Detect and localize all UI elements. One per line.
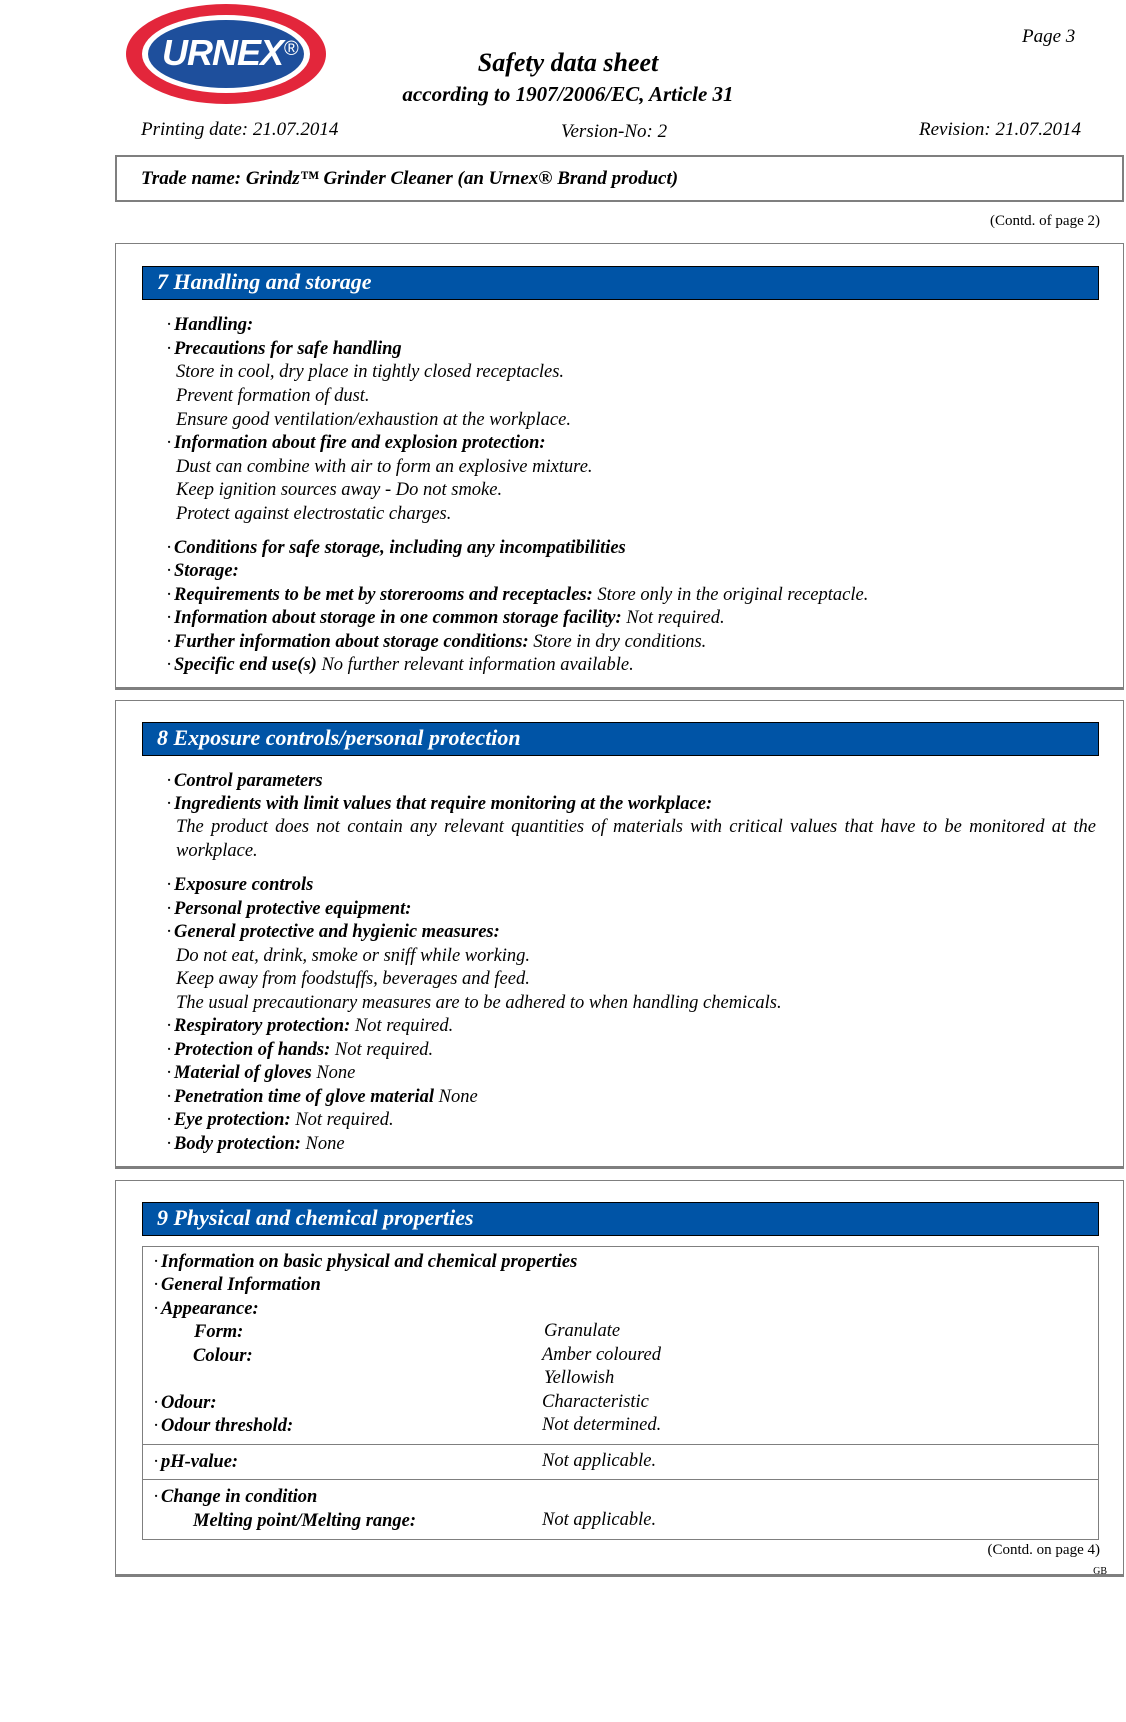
text-line: Ensure good ventilation/exhaustion at the workplace. [176,410,571,430]
section-title: 8 Exposure controls/personal protection [157,725,521,750]
field-general-information: ·General Information [153,1275,321,1295]
text-line: Prevent formation of dust. [176,386,370,406]
field-specific-end-use: ·Specific end use(s) No further relevant information available. [166,655,634,675]
field-ph-value-label: ·pH-value: [153,1452,239,1472]
text-line: Keep ignition sources away - Do not smoke. [176,480,503,500]
section-handling-and-storage [115,243,1124,690]
section-header [142,722,1099,756]
field-general-hygienic-measures: ·General protective and hygienic measures: [166,922,500,942]
field-material-of-gloves: ·Material of gloves None [166,1063,356,1083]
document-title: Safety data sheet [477,48,659,77]
table-divider [142,1444,1099,1445]
document-subtitle: according to 1907/2006/EC, Article 31 [402,82,734,106]
field-ingredients-limit-values: ·Ingredients with limit values that require monitoring at the workplace: [166,794,713,814]
section-physical-chemical-properties [115,1180,1124,1577]
field-basic-properties: ·Information on basic physical and chemical properties [153,1252,578,1272]
field-precautions-safe-handling: ·Precautions for safe handling [166,339,402,359]
text-line: The usual precautionary measures are to be adhered to when handling chemicals. [176,993,782,1013]
logo-text: URNEX [162,32,284,73]
continued-on-note: (Contd. on page 4) [987,1542,1100,1558]
country-code: GB [1093,1566,1107,1577]
field-melting-point-value: Not applicable. [542,1510,657,1530]
page-number: Page 3 [1022,26,1076,47]
field-handling: ·Handling: [166,315,254,335]
field-control-parameters: ·Control parameters [166,771,323,791]
field-exposure-controls: ·Exposure controls [166,875,314,895]
field-odour-value: Characteristic [542,1392,649,1412]
trade-name: Trade name: Grindz™ Grinder Cleaner (an Urnex® Brand product) [141,168,679,189]
continued-from-note: (Contd. of page 2) [990,213,1100,229]
trade-name-box [115,155,1124,202]
field-odour-threshold-value: Not determined. [542,1415,662,1435]
field-personal-protective-equipment: ·Personal protective equipment: [166,899,412,919]
revision-date: Revision: 21.07.2014 [919,119,1082,140]
field-odour-label: ·Odour: [153,1393,217,1413]
text-paragraph: The product does not contain any relevant quantities of materials with critical values that have to be monitored at the workplace. [176,817,1096,861]
field-respiratory-protection: ·Respiratory protection: Not required. [166,1016,454,1036]
section-title: 7 Handling and storage [157,269,372,294]
field-storeroom-requirements: ·Requirements to be met by storerooms and receptacles: Store only in the original receptacle. [166,585,869,605]
field-colour-label: Colour: [193,1346,253,1366]
field-storage: ·Storage: [166,561,239,581]
field-odour-threshold-label: ·Odour threshold: [153,1416,294,1436]
field-glove-penetration-time: ·Penetration time of glove material None [166,1087,478,1107]
field-change-in-condition: ·Change in condition [153,1487,318,1507]
field-eye-protection: ·Eye protection: Not required. [166,1110,394,1130]
field-ph-value: Not applicable. [542,1451,657,1471]
field-common-storage-facility: ·Information about storage in one common storage facility: Not required. [166,608,725,628]
logo-registered-mark: ® [284,38,299,60]
table-divider [142,1479,1099,1480]
text-line: Store in cool, dry place in tightly closed receptacles. [176,362,565,382]
field-colour-value-2: Yellowish [544,1368,615,1388]
field-appearance: ·Appearance: [153,1299,259,1319]
text-line: Protect against electrostatic charges. [176,504,452,524]
field-melting-point-label: Melting point/Melting range: [193,1511,417,1531]
section-exposure-controls [115,700,1124,1169]
text-line: Do not eat, drink, smoke or sniff while working. [176,946,531,966]
text-line: Dust can combine with air to form an explosive mixture. [176,457,593,477]
section-header [142,1202,1099,1236]
field-body-protection: ·Body protection: None [166,1134,345,1154]
field-protection-of-hands: ·Protection of hands: Not required. [166,1040,434,1060]
field-colour-value: Amber coloured [542,1345,662,1365]
section-title: 9 Physical and chemical properties [157,1205,474,1230]
text-line: Keep away from foodstuffs, beverages and feed. [176,969,530,989]
field-safe-storage-conditions: ·Conditions for safe storage, including any incompatibilities [166,538,626,558]
version-number: Version-No: 2 [561,121,668,142]
field-form-label: Form: [194,1322,244,1342]
field-form-value: Granulate [544,1321,621,1341]
section-header [142,266,1099,300]
printing-date: Printing date: 21.07.2014 [141,119,339,140]
field-further-storage-info: ·Further information about storage conditions: Store in dry conditions. [166,632,707,652]
field-fire-explosion-protection: ·Information about fire and explosion protection: [166,433,546,453]
